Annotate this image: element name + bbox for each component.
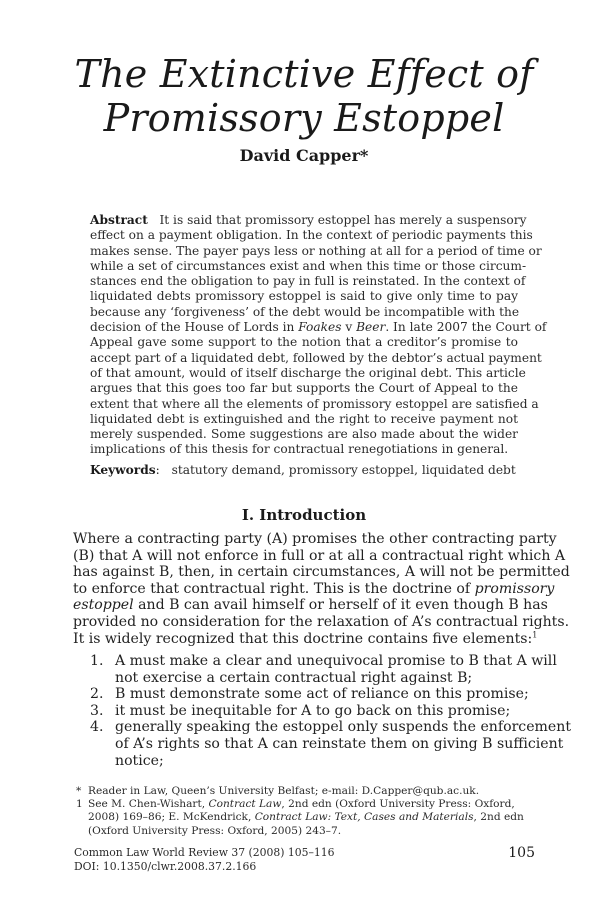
abstract-line: makes sense. The payer pays less or nothing at all for a period of time or: [90, 243, 542, 258]
abstract-line: accept part of a liquidated debt, followed by the debtor’s actual payment: [90, 350, 542, 365]
footnote-mark: *: [76, 785, 82, 797]
abstract-line: Appeal gave some support to the notion that a creditor’s promise to: [90, 335, 518, 350]
abstract-line: because any ‘forgiveness’ of the debt would be incompatible with the: [90, 304, 520, 319]
section-heading: I. Introduction: [241, 506, 367, 524]
abstract-line: merely suspended. Some suggestions are also made about the wider: [90, 427, 518, 442]
abstract-line: stances end the obligation to pay in full is reinstated. In the context of: [90, 274, 526, 289]
title-line-2: Promissory Estoppel: [103, 96, 505, 140]
footnote-mark: 1: [76, 798, 83, 811]
journal-name: Common Law World Review 37 (2008) 105–116: [74, 846, 335, 859]
paragraph-line: to enforce that contractual right. This is the doctrine of promissory: [73, 580, 555, 597]
list-number: 3.: [90, 702, 104, 719]
footnotes: [76, 785, 524, 838]
abstract-line: argues that this goes too far but supports the Court of Appeal to the: [90, 381, 518, 396]
paragraph-line: Where a contracting party (A) promises the other contracting party: [73, 531, 557, 547]
list-number: 2.: [90, 686, 104, 703]
article-title: [0, 52, 608, 140]
page-number: 105: [508, 845, 535, 861]
author-name: David Capper*: [239, 146, 369, 165]
paragraph-line: provided no consideration for the relaxation of A’s contractual rights.: [73, 613, 570, 630]
abstract: [90, 213, 547, 458]
introduction-paragraph: [73, 531, 570, 647]
abstract-line: effect on a payment obligation. In the context of periodic payments this: [90, 228, 533, 243]
journal-citation: [74, 846, 334, 873]
footnote-1: 1 See M. Chen-Wishart, Contract Law, 2nd edn (Oxford University Press: Oxford, 2008) 169–86; E. McKendrick, Contract Law: Text, Cases and Materials, 2nd edn (Oxford University Press: Oxford, 2005) 243–7.: [76, 798, 524, 837]
doctrine-term: promissory: [474, 580, 555, 597]
abstract-line: liquidated debt is extinguished and the right to receive payment not: [90, 411, 518, 426]
abstract-label: Abstract: [90, 213, 148, 227]
abstract-line: liquidated debts promissory estoppel is said to give only time to pay: [90, 289, 518, 304]
list-item: 2. B must demonstrate some act of reliance on this promise;: [90, 686, 529, 703]
abstract-line: decision of the House of Lords in Foakes v Beer. In late 2007 the Court of: [90, 320, 547, 335]
list-item: 1. A must make a clear and unequivocal promise to B that A will not exercise a certain contractual right against B;: [90, 653, 557, 686]
keywords-label: Keywords:: [90, 463, 160, 477]
list-item: 3. it must be inequitable for A to go back on this promise;: [90, 702, 511, 719]
abstract-line: while a set of circumstances exist and when this time or those circum-: [90, 258, 527, 273]
footnote-reference[interactable]: 1: [532, 629, 538, 639]
paragraph-line: It is widely recognized that this doctrine contains five elements:$^1$: [73, 629, 538, 647]
footnote-author: * Reader in Law, Queen’s University Belfast; e-mail: D.Capper@qub.ac.uk.: [76, 785, 480, 797]
abstract-line: extent that where all the elements of promissory estoppel are satisfied a: [90, 396, 539, 411]
abstract-line: of that amount, would of itself discharge the original debt. This article: [90, 365, 526, 380]
list-number: 1.: [90, 653, 104, 669]
case-name: Foakes: [298, 320, 342, 335]
elements-list: [73, 653, 571, 769]
keywords-list: statutory demand, promissory estoppel, liquidated debt: [171, 463, 516, 477]
case-name: Beer: [356, 320, 386, 335]
doctrine-term: estoppel: [73, 597, 134, 614]
list-item: 4. generally speaking the estoppel only suspends the enforcement of A’s rights so that A can reinstate them on giving B sufficient notice;: [90, 719, 571, 769]
list-number: 4.: [90, 719, 104, 736]
paragraph-line: (B) that A will not enforce in full or at all a contractual right which A: [73, 547, 566, 564]
doi[interactable]: DOI: 10.1350/clwr.2008.37.2.166: [74, 859, 257, 873]
paragraph-line: estoppel and B can avail himself or herself of it even though B has: [73, 597, 548, 614]
keywords: [90, 463, 518, 478]
abstract-line: implications of this thesis for contractual renegotiations in general.: [90, 442, 509, 457]
title-line-1: The Extinctive Effect of: [74, 52, 534, 96]
paragraph-line: has against B, then, in certain circumstances, A will not be permitted: [73, 564, 570, 581]
abstract-line: Abstract It is said that promissory estoppel has merely a suspensory: [90, 213, 527, 227]
